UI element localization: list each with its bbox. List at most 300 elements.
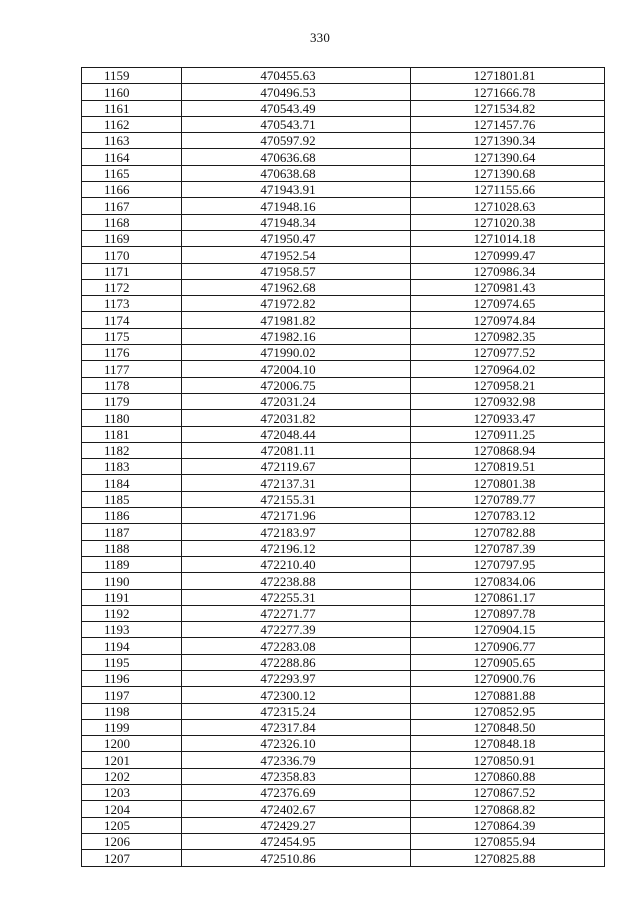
table-row xyxy=(82,670,605,686)
point-number-cell xyxy=(82,328,182,344)
point-number-value: 1206 xyxy=(104,834,130,850)
x-coordinate-cell xyxy=(182,540,411,556)
y-coordinate-value: 1270860.88 xyxy=(473,769,536,785)
y-coordinate-value: 1270819.51 xyxy=(473,459,536,475)
x-coordinate-value: 472376.69 xyxy=(260,785,316,801)
y-coordinate-value: 1271801.81 xyxy=(473,68,536,84)
point-number-cell xyxy=(82,605,182,621)
point-number-value: 1203 xyxy=(104,785,130,801)
point-number-cell xyxy=(82,116,182,132)
x-coordinate-cell xyxy=(182,752,411,768)
x-coordinate-cell xyxy=(182,491,411,507)
x-coordinate-cell xyxy=(182,850,411,866)
table-row xyxy=(82,133,605,149)
y-coordinate-value: 1270868.82 xyxy=(473,801,536,817)
point-number-cell xyxy=(82,670,182,686)
y-coordinate-cell xyxy=(411,719,605,735)
x-coordinate-value: 472454.95 xyxy=(260,834,316,850)
table-row xyxy=(82,508,605,524)
x-coordinate-value: 472402.67 xyxy=(260,801,316,817)
x-coordinate-value: 471952.54 xyxy=(260,247,316,263)
y-coordinate-cell xyxy=(411,850,605,866)
x-coordinate-value: 472196.12 xyxy=(260,540,316,556)
point-number-value: 1163 xyxy=(104,133,130,149)
x-coordinate-value: 471950.47 xyxy=(260,231,316,247)
y-coordinate-value: 1270932.98 xyxy=(473,394,536,410)
y-coordinate-cell xyxy=(411,508,605,524)
x-coordinate-cell xyxy=(182,214,411,230)
table-row xyxy=(82,263,605,279)
x-coordinate-cell xyxy=(182,524,411,540)
point-number-value: 1201 xyxy=(104,752,130,768)
x-coordinate-value: 471972.82 xyxy=(260,296,316,312)
x-coordinate-value: 470638.68 xyxy=(260,166,316,182)
point-number-value: 1167 xyxy=(104,198,130,214)
x-coordinate-cell xyxy=(182,182,411,198)
table-row xyxy=(82,182,605,198)
point-number-value: 1183 xyxy=(104,459,130,475)
x-coordinate-value: 472171.96 xyxy=(260,508,316,524)
y-coordinate-cell xyxy=(411,165,605,181)
y-coordinate-value: 1271390.64 xyxy=(473,149,536,165)
point-number-value: 1162 xyxy=(104,117,130,133)
x-coordinate-cell xyxy=(182,670,411,686)
point-number-value: 1202 xyxy=(104,769,130,785)
x-coordinate-cell xyxy=(182,573,411,589)
y-coordinate-value: 1270905.65 xyxy=(473,654,536,670)
point-number-cell xyxy=(82,687,182,703)
x-coordinate-cell xyxy=(182,508,411,524)
y-coordinate-value: 1271390.68 xyxy=(473,166,536,182)
y-coordinate-value: 1271020.38 xyxy=(473,214,536,230)
y-coordinate-cell xyxy=(411,654,605,670)
table-row xyxy=(82,410,605,426)
x-coordinate-cell xyxy=(182,263,411,279)
point-number-value: 1178 xyxy=(104,377,130,393)
y-coordinate-value: 1270982.35 xyxy=(473,329,536,345)
point-number-cell xyxy=(82,719,182,735)
x-coordinate-value: 472317.84 xyxy=(260,720,316,736)
y-coordinate-value: 1270787.39 xyxy=(473,540,536,556)
point-number-cell xyxy=(82,345,182,361)
x-coordinate-value: 471948.16 xyxy=(260,198,316,214)
y-coordinate-value: 1270783.12 xyxy=(473,508,536,524)
x-coordinate-value: 472031.24 xyxy=(260,394,316,410)
x-coordinate-value: 470636.68 xyxy=(260,149,316,165)
table-row xyxy=(82,426,605,442)
point-number-cell xyxy=(82,214,182,230)
y-coordinate-value: 1270974.84 xyxy=(473,312,536,328)
y-coordinate-cell xyxy=(411,410,605,426)
x-coordinate-cell xyxy=(182,393,411,409)
point-number-cell xyxy=(82,230,182,246)
point-number-value: 1176 xyxy=(104,345,130,361)
x-coordinate-cell xyxy=(182,605,411,621)
y-coordinate-value: 1271014.18 xyxy=(473,231,536,247)
x-coordinate-value: 472336.79 xyxy=(260,752,316,768)
point-number-cell xyxy=(82,149,182,165)
coordinates-table xyxy=(81,67,605,867)
y-coordinate-value: 1270911.25 xyxy=(473,426,536,442)
table-row xyxy=(82,605,605,621)
y-coordinate-value: 1270855.94 xyxy=(473,834,536,850)
y-coordinate-value: 1270852.95 xyxy=(473,703,536,719)
y-coordinate-value: 1270977.52 xyxy=(473,345,536,361)
point-number-cell xyxy=(82,377,182,393)
y-coordinate-value: 1270825.88 xyxy=(473,850,536,866)
point-number-cell xyxy=(82,393,182,409)
x-coordinate-cell xyxy=(182,68,411,84)
point-number-value: 1194 xyxy=(104,638,130,654)
table-row xyxy=(82,345,605,361)
table-row xyxy=(82,573,605,589)
y-coordinate-cell xyxy=(411,328,605,344)
y-coordinate-value: 1270964.02 xyxy=(473,361,536,377)
x-coordinate-value: 472255.31 xyxy=(260,589,316,605)
x-coordinate-value: 472283.08 xyxy=(260,638,316,654)
table-row xyxy=(82,475,605,491)
point-number-cell xyxy=(82,768,182,784)
y-coordinate-value: 1271534.82 xyxy=(473,100,536,116)
x-coordinate-value: 472155.31 xyxy=(260,492,316,508)
x-coordinate-value: 472510.86 xyxy=(260,850,316,866)
x-coordinate-value: 472358.83 xyxy=(260,769,316,785)
point-number-cell xyxy=(82,279,182,295)
table-row xyxy=(82,165,605,181)
point-number-cell xyxy=(82,540,182,556)
x-coordinate-value: 472004.10 xyxy=(260,361,316,377)
point-number-cell xyxy=(82,263,182,279)
y-coordinate-value: 1270861.17 xyxy=(473,589,536,605)
y-coordinate-cell xyxy=(411,214,605,230)
y-coordinate-value: 1270789.77 xyxy=(473,492,536,508)
table-row xyxy=(82,116,605,132)
y-coordinate-cell xyxy=(411,230,605,246)
table-row xyxy=(82,638,605,654)
y-coordinate-value: 1271390.34 xyxy=(473,133,536,149)
x-coordinate-cell xyxy=(182,719,411,735)
y-coordinate-cell xyxy=(411,556,605,572)
x-coordinate-cell xyxy=(182,768,411,784)
table-row xyxy=(82,687,605,703)
point-number-value: 1191 xyxy=(104,589,130,605)
y-coordinate-cell xyxy=(411,670,605,686)
point-number-cell xyxy=(82,100,182,116)
table-row xyxy=(82,622,605,638)
table-row xyxy=(82,328,605,344)
table-row xyxy=(82,785,605,801)
y-coordinate-cell xyxy=(411,752,605,768)
x-coordinate-cell xyxy=(182,133,411,149)
y-coordinate-value: 1270850.91 xyxy=(473,752,536,768)
point-number-value: 1188 xyxy=(104,540,130,556)
table-row xyxy=(82,230,605,246)
y-coordinate-cell xyxy=(411,687,605,703)
y-coordinate-cell xyxy=(411,100,605,116)
y-coordinate-cell xyxy=(411,785,605,801)
x-coordinate-cell xyxy=(182,817,411,833)
y-coordinate-cell xyxy=(411,182,605,198)
x-coordinate-value: 470543.71 xyxy=(260,117,316,133)
x-coordinate-value: 471962.68 xyxy=(260,280,316,296)
y-coordinate-cell xyxy=(411,198,605,214)
y-coordinate-value: 1270981.43 xyxy=(473,280,536,296)
x-coordinate-cell xyxy=(182,149,411,165)
x-coordinate-cell xyxy=(182,622,411,638)
table-row xyxy=(82,801,605,817)
table-row xyxy=(82,850,605,866)
point-number-value: 1186 xyxy=(104,508,130,524)
table-row xyxy=(82,247,605,263)
table-row xyxy=(82,100,605,116)
y-coordinate-value: 1270897.78 xyxy=(473,606,536,622)
point-number-cell xyxy=(82,198,182,214)
y-coordinate-cell xyxy=(411,703,605,719)
y-coordinate-cell xyxy=(411,426,605,442)
point-number-value: 1179 xyxy=(104,394,130,410)
x-coordinate-cell xyxy=(182,475,411,491)
point-number-cell xyxy=(82,508,182,524)
x-coordinate-cell xyxy=(182,345,411,361)
point-number-cell xyxy=(82,524,182,540)
y-coordinate-cell xyxy=(411,817,605,833)
y-coordinate-value: 1270848.18 xyxy=(473,736,536,752)
x-coordinate-value: 472277.39 xyxy=(260,622,316,638)
y-coordinate-value: 1270974.65 xyxy=(473,296,536,312)
x-coordinate-cell xyxy=(182,801,411,817)
y-coordinate-value: 1270864.39 xyxy=(473,817,536,833)
y-coordinate-cell xyxy=(411,116,605,132)
x-coordinate-value: 471990.02 xyxy=(260,345,316,361)
x-coordinate-value: 472210.40 xyxy=(260,557,316,573)
point-number-value: 1172 xyxy=(104,280,130,296)
y-coordinate-cell xyxy=(411,491,605,507)
point-number-cell xyxy=(82,491,182,507)
y-coordinate-value: 1270933.47 xyxy=(473,410,536,426)
x-coordinate-cell xyxy=(182,556,411,572)
x-coordinate-cell xyxy=(182,361,411,377)
table-row xyxy=(82,296,605,312)
x-coordinate-cell xyxy=(182,736,411,752)
y-coordinate-value: 1270782.88 xyxy=(473,524,536,540)
x-coordinate-value: 470543.49 xyxy=(260,100,316,116)
point-number-cell xyxy=(82,801,182,817)
x-coordinate-value: 472081.11 xyxy=(260,443,316,459)
point-number-value: 1198 xyxy=(104,703,130,719)
point-number-value: 1185 xyxy=(104,492,130,508)
x-coordinate-value: 472315.24 xyxy=(260,703,316,719)
point-number-value: 1207 xyxy=(104,850,130,866)
y-coordinate-value: 1270881.88 xyxy=(473,687,536,703)
table-row xyxy=(82,377,605,393)
x-coordinate-value: 470455.63 xyxy=(260,68,316,84)
x-coordinate-cell xyxy=(182,100,411,116)
point-number-cell xyxy=(82,182,182,198)
table-row xyxy=(82,361,605,377)
point-number-cell xyxy=(82,850,182,866)
x-coordinate-value: 471948.34 xyxy=(260,214,316,230)
x-coordinate-cell xyxy=(182,296,411,312)
x-coordinate-cell xyxy=(182,687,411,703)
table-row xyxy=(82,149,605,165)
table-row xyxy=(82,703,605,719)
point-number-value: 1174 xyxy=(104,312,130,328)
table-row xyxy=(82,540,605,556)
y-coordinate-cell xyxy=(411,801,605,817)
y-coordinate-value: 1270900.76 xyxy=(473,671,536,687)
point-number-cell xyxy=(82,752,182,768)
x-coordinate-value: 472031.82 xyxy=(260,410,316,426)
point-number-value: 1192 xyxy=(104,606,130,622)
point-number-cell xyxy=(82,410,182,426)
x-coordinate-cell xyxy=(182,247,411,263)
point-number-value: 1199 xyxy=(104,720,130,736)
x-coordinate-value: 471943.91 xyxy=(260,182,316,198)
point-number-cell xyxy=(82,703,182,719)
point-number-value: 1171 xyxy=(104,263,130,279)
x-coordinate-value: 472006.75 xyxy=(260,377,316,393)
x-coordinate-value: 472183.97 xyxy=(260,524,316,540)
x-coordinate-cell xyxy=(182,426,411,442)
point-number-value: 1200 xyxy=(104,736,130,752)
point-number-value: 1175 xyxy=(104,329,130,345)
x-coordinate-value: 470597.92 xyxy=(260,133,316,149)
point-number-value: 1182 xyxy=(104,443,130,459)
point-number-cell xyxy=(82,296,182,312)
y-coordinate-cell xyxy=(411,573,605,589)
x-coordinate-cell xyxy=(182,833,411,849)
table-row xyxy=(82,459,605,475)
y-coordinate-value: 1270958.21 xyxy=(473,377,536,393)
y-coordinate-value: 1270797.95 xyxy=(473,557,536,573)
x-coordinate-cell xyxy=(182,459,411,475)
y-coordinate-cell xyxy=(411,345,605,361)
y-coordinate-cell xyxy=(411,279,605,295)
y-coordinate-value: 1270986.34 xyxy=(473,263,536,279)
point-number-cell xyxy=(82,84,182,100)
point-number-cell xyxy=(82,817,182,833)
x-coordinate-cell xyxy=(182,410,411,426)
table-row xyxy=(82,589,605,605)
table-row xyxy=(82,719,605,735)
x-coordinate-value: 470496.53 xyxy=(260,84,316,100)
point-number-value: 1169 xyxy=(104,231,130,247)
page-number: 330 xyxy=(309,30,331,45)
x-coordinate-cell xyxy=(182,442,411,458)
y-coordinate-cell xyxy=(411,247,605,263)
y-coordinate-cell xyxy=(411,393,605,409)
point-number-value: 1195 xyxy=(104,654,130,670)
x-coordinate-cell xyxy=(182,279,411,295)
point-number-value: 1190 xyxy=(104,573,130,589)
x-coordinate-cell xyxy=(182,165,411,181)
point-number-cell xyxy=(82,361,182,377)
y-coordinate-cell xyxy=(411,459,605,475)
point-number-cell xyxy=(82,247,182,263)
x-coordinate-cell xyxy=(182,638,411,654)
point-number-value: 1181 xyxy=(104,426,130,442)
point-number-value: 1161 xyxy=(104,100,130,116)
point-number-value: 1205 xyxy=(104,817,130,833)
x-coordinate-value: 472238.88 xyxy=(260,573,316,589)
x-coordinate-cell xyxy=(182,377,411,393)
table-row xyxy=(82,833,605,849)
table-row xyxy=(82,736,605,752)
point-number-cell xyxy=(82,442,182,458)
table-row xyxy=(82,442,605,458)
table-row xyxy=(82,817,605,833)
point-number-value: 1204 xyxy=(104,801,130,817)
table-row xyxy=(82,279,605,295)
x-coordinate-cell xyxy=(182,312,411,328)
point-number-value: 1168 xyxy=(104,214,130,230)
y-coordinate-cell xyxy=(411,442,605,458)
point-number-value: 1166 xyxy=(104,182,130,198)
point-number-cell xyxy=(82,573,182,589)
y-coordinate-cell xyxy=(411,68,605,84)
y-coordinate-cell xyxy=(411,361,605,377)
x-coordinate-cell xyxy=(182,84,411,100)
y-coordinate-cell xyxy=(411,768,605,784)
y-coordinate-cell xyxy=(411,296,605,312)
point-number-cell xyxy=(82,459,182,475)
table-row xyxy=(82,768,605,784)
point-number-cell xyxy=(82,638,182,654)
y-coordinate-cell xyxy=(411,263,605,279)
table-row xyxy=(82,654,605,670)
point-number-cell xyxy=(82,556,182,572)
point-number-cell xyxy=(82,654,182,670)
y-coordinate-value: 1270848.50 xyxy=(473,720,536,736)
table-row xyxy=(82,491,605,507)
y-coordinate-cell xyxy=(411,149,605,165)
y-coordinate-cell xyxy=(411,589,605,605)
point-number-cell xyxy=(82,833,182,849)
table-row xyxy=(82,524,605,540)
y-coordinate-value: 1271028.63 xyxy=(473,198,536,214)
y-coordinate-cell xyxy=(411,133,605,149)
y-coordinate-cell xyxy=(411,833,605,849)
point-number-cell xyxy=(82,475,182,491)
x-coordinate-value: 472300.12 xyxy=(260,687,316,703)
y-coordinate-cell xyxy=(411,605,605,621)
point-number-value: 1197 xyxy=(104,687,130,703)
x-coordinate-value: 472293.97 xyxy=(260,671,316,687)
point-number-value: 1193 xyxy=(104,622,130,638)
table-row xyxy=(82,393,605,409)
y-coordinate-value: 1270867.52 xyxy=(473,785,536,801)
point-number-value: 1184 xyxy=(104,475,130,491)
point-number-cell xyxy=(82,312,182,328)
x-coordinate-cell xyxy=(182,328,411,344)
y-coordinate-value: 1270904.15 xyxy=(473,622,536,638)
x-coordinate-cell xyxy=(182,703,411,719)
x-coordinate-value: 471981.82 xyxy=(260,312,316,328)
point-number-value: 1187 xyxy=(104,524,130,540)
y-coordinate-cell xyxy=(411,638,605,654)
table-row xyxy=(82,84,605,100)
y-coordinate-cell xyxy=(411,312,605,328)
x-coordinate-value: 472326.10 xyxy=(260,736,316,752)
point-number-cell xyxy=(82,426,182,442)
y-coordinate-cell xyxy=(411,736,605,752)
x-coordinate-cell xyxy=(182,785,411,801)
y-coordinate-value: 1270834.06 xyxy=(473,573,536,589)
point-number-value: 1189 xyxy=(104,557,130,573)
y-coordinate-value: 1271666.78 xyxy=(473,84,536,100)
table-row xyxy=(82,752,605,768)
point-number-value: 1177 xyxy=(104,361,130,377)
